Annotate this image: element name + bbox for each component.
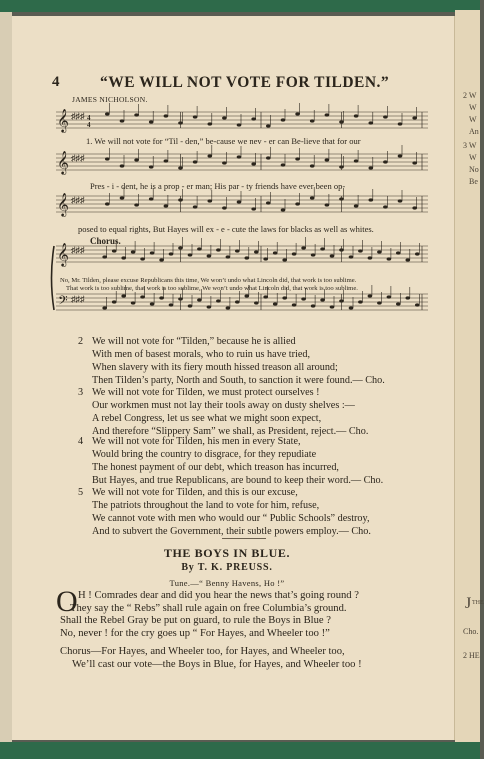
note-head xyxy=(310,164,315,167)
note-head xyxy=(412,161,417,164)
note-head xyxy=(102,306,107,309)
facing-fragment: W xyxy=(469,103,477,112)
note-head xyxy=(105,202,110,205)
svg-text:4: 4 xyxy=(87,114,91,122)
facing-fragment: THE xyxy=(472,600,484,606)
svg-text:♯♯♯: ♯♯♯ xyxy=(71,153,85,163)
note-head xyxy=(254,301,259,304)
stanza-line: We will not vote for Tilden, and this is our excuse, xyxy=(92,487,298,498)
stanza-line: A rebel Congress, let us see what we might soon expect, xyxy=(92,413,322,424)
svg-text:♯♯♯: ♯♯♯ xyxy=(71,111,85,121)
left-page-edge xyxy=(0,12,12,742)
song-title: “WE WILL NOT VOTE FOR TILDEN.” xyxy=(100,74,390,91)
lyric-line-2: Pres - i - dent, he is a prop - er man; His par - ty friends have ever been op- xyxy=(90,181,346,191)
note-head xyxy=(325,203,330,206)
note-head xyxy=(222,116,227,119)
note-head xyxy=(188,253,193,256)
verse-line: They say the “ Rebs” shall rule again on free Columbia’s ground. xyxy=(70,602,347,614)
stanza-line: We will not vote for Tilden, his men in every State, xyxy=(92,436,301,447)
staff-3 xyxy=(56,192,428,217)
lyric-line-3: posed to equal rights, But Hayes will ex - e - cute the laws for blacks as well as whites. xyxy=(78,224,374,234)
note-head xyxy=(237,123,242,126)
book-binding-bottom xyxy=(0,742,480,759)
chorus-lyric-line-1: No, Mr. Tilden, please excuse Republicans this time, We won’t undo what Lincoln did, that work is too sublime. xyxy=(60,277,357,284)
note-head xyxy=(412,206,417,209)
note-head xyxy=(292,252,297,255)
note-head xyxy=(295,202,300,205)
note-head xyxy=(193,160,198,163)
facing-page xyxy=(455,10,484,742)
note-head xyxy=(216,299,221,302)
svg-text:𝄞: 𝄞 xyxy=(57,242,69,266)
note-head xyxy=(208,122,213,125)
stanza-line: The patriots throughout the land to vote for him, refuse, xyxy=(92,500,320,511)
note-head xyxy=(150,251,155,254)
note-head xyxy=(193,205,198,208)
facing-fragment: W xyxy=(469,153,477,162)
verse-line: No, never ! for the cry goes up “ For Hayes, and Wheeler too !” xyxy=(60,627,330,639)
stanza-line: With men of basest morals, who to ruin us have tried, xyxy=(92,349,311,360)
note-head xyxy=(235,249,240,252)
note-head xyxy=(131,301,136,304)
note-head xyxy=(121,294,126,297)
note-head xyxy=(266,201,271,204)
song2-title: THE BOYS IN BLUE. xyxy=(163,546,291,560)
note-head xyxy=(281,118,286,121)
note-head xyxy=(396,251,401,254)
note-head xyxy=(415,303,420,306)
note-head xyxy=(311,304,316,307)
note-head xyxy=(369,198,374,201)
note-head xyxy=(134,113,139,116)
note-head xyxy=(266,124,271,127)
note-head xyxy=(188,304,193,307)
facing-fragment: An xyxy=(469,127,479,136)
drop-cap: O xyxy=(56,585,78,618)
facing-fragment: Be xyxy=(469,177,478,186)
song2-verse xyxy=(60,590,359,640)
stanza-number: 5 xyxy=(78,487,84,498)
svg-text:𝄞: 𝄞 xyxy=(57,108,69,132)
stanza-3 xyxy=(78,386,369,438)
note-head xyxy=(295,112,300,115)
section-divider xyxy=(222,538,266,539)
note-head xyxy=(377,301,382,304)
note-head xyxy=(149,197,154,200)
note-head xyxy=(325,113,330,116)
facing-fragment: 3 W xyxy=(463,141,477,150)
note-head xyxy=(320,298,325,301)
note-head xyxy=(383,205,388,208)
note-head xyxy=(149,165,154,168)
note-head xyxy=(387,257,392,260)
note-head xyxy=(368,256,373,259)
note-head xyxy=(149,120,154,123)
page-number: 4 xyxy=(52,74,60,90)
note-head xyxy=(398,199,403,202)
note-head xyxy=(266,156,271,159)
note-head xyxy=(273,302,278,305)
svg-text:4: 4 xyxy=(87,121,91,129)
song2-tune: Tune.—“ Benny Havens, Ho !” xyxy=(169,578,285,588)
stanza-line: We cannot vote with men who would our “ Public Schools” destroy, xyxy=(92,513,370,524)
note-head xyxy=(237,155,242,158)
note-head xyxy=(281,163,286,166)
stanza-line: And therefore “Slippery Sam” we shall, as President, reject.— Cho. xyxy=(92,426,369,437)
note-head xyxy=(383,160,388,163)
note-head xyxy=(349,255,354,258)
facing-fragment: Cho. xyxy=(463,627,479,636)
svg-text:𝄞: 𝄞 xyxy=(57,150,69,174)
note-head xyxy=(208,154,213,157)
note-head xyxy=(222,161,227,164)
stanza-line: Then Tilden’s party, North and South, to sanction it were found.— Cho. xyxy=(92,375,385,386)
note-head xyxy=(222,206,227,209)
note-head xyxy=(164,114,169,117)
note-head xyxy=(330,305,335,308)
stanza-number: 2 xyxy=(78,336,84,347)
staff-1 xyxy=(56,108,428,133)
facing-fragment: 2 HE xyxy=(463,651,480,660)
note-head xyxy=(164,159,169,162)
stanza-line: We will not vote for “Tilden,” because he is allied xyxy=(92,336,296,347)
note-head xyxy=(208,199,213,202)
note-head xyxy=(235,300,240,303)
note-head xyxy=(226,255,231,258)
note-head xyxy=(354,204,359,207)
note-head xyxy=(216,248,221,251)
note-head xyxy=(120,164,125,167)
verse-line: H ! Comrades dear and did you hear the news that’s going round ? xyxy=(78,590,359,601)
book-binding-top xyxy=(0,0,480,12)
facing-fragment: No xyxy=(469,165,479,174)
chorus-line: We’ll cast our vote—the Boys in Blue, for Hayes, and Wheeler too ! xyxy=(72,658,362,670)
stanza-line: When slavery with its fiery mouth hissed treason all around; xyxy=(92,362,338,373)
stanza-line: But Hayes, and true Republicans, are bound to keep their word.— Cho. xyxy=(92,475,384,486)
note-head xyxy=(273,251,278,254)
note-head xyxy=(292,303,297,306)
note-head xyxy=(412,116,417,119)
note-head xyxy=(134,158,139,161)
note-head xyxy=(164,204,169,207)
note-head xyxy=(112,249,117,252)
note-head xyxy=(105,157,110,160)
note-head xyxy=(320,247,325,250)
note-head xyxy=(368,294,373,297)
stanza-5 xyxy=(78,486,371,538)
svg-text:♯♯♯: ♯♯♯ xyxy=(71,294,85,304)
composer-credit: JAMES NICHOLSON. xyxy=(72,95,148,104)
note-head xyxy=(120,196,125,199)
note-head xyxy=(251,207,256,210)
note-head xyxy=(383,115,388,118)
song2-chorus xyxy=(60,646,362,671)
note-head xyxy=(245,294,250,297)
verse-line: Shall the Rebel Gray be put on guard, to rule the Boys in Blue ? xyxy=(60,615,331,626)
note-head xyxy=(301,246,306,249)
note-head xyxy=(207,305,212,308)
stanza-line: Would bring the country to disgrace, for they repudiate xyxy=(92,449,317,460)
stanza-line: We will not vote for Tilden, we must protect ourselves ! xyxy=(92,387,320,398)
note-head xyxy=(263,257,268,260)
facing-fragment: 2 W xyxy=(463,91,477,100)
note-head xyxy=(105,112,110,115)
stanza-line: The honest payment of our debt, which treason has incurred, xyxy=(92,462,339,473)
note-head xyxy=(207,254,212,257)
stanza-4 xyxy=(78,435,384,487)
note-head xyxy=(311,253,316,256)
stanza-number: 4 xyxy=(78,436,84,447)
note-head xyxy=(193,115,198,118)
svg-text:♯♯♯: ♯♯♯ xyxy=(71,195,85,205)
note-head xyxy=(254,250,259,253)
note-head xyxy=(102,255,107,258)
note-head xyxy=(377,250,382,253)
note-head xyxy=(310,119,315,122)
note-head xyxy=(140,295,145,298)
note-head xyxy=(349,306,354,309)
note-head xyxy=(387,295,392,298)
note-head xyxy=(237,200,242,203)
note-head xyxy=(396,302,401,305)
note-head xyxy=(358,249,363,252)
chorus-label: Chorus. xyxy=(90,236,121,246)
note-head xyxy=(282,296,287,299)
svg-text:♯♯♯: ♯♯♯ xyxy=(71,245,85,255)
note-head xyxy=(406,258,411,261)
note-head xyxy=(121,256,126,259)
chorus-line: Chorus—For Hayes, and Wheeler too, for Hayes, and Wheeler too, xyxy=(60,646,345,657)
note-head xyxy=(120,119,125,122)
lyric-line-1: 1. We will not vote for “Til - den,” be-cause we nev - er can Be-lieve that for our xyxy=(86,136,361,146)
note-head xyxy=(131,250,136,253)
staff-2 xyxy=(56,150,428,175)
note-head xyxy=(150,302,155,305)
note-head xyxy=(197,247,202,250)
note-head xyxy=(354,114,359,117)
note-head xyxy=(398,154,403,157)
note-head xyxy=(169,252,174,255)
facing-fragment: W xyxy=(469,115,477,124)
note-head xyxy=(295,157,300,160)
note-head xyxy=(251,117,256,120)
note-head xyxy=(159,258,164,261)
stanza-2 xyxy=(78,335,385,387)
note-head xyxy=(245,256,250,259)
note-head xyxy=(406,296,411,299)
facing-fragment: J xyxy=(465,595,472,612)
note-head xyxy=(140,257,145,260)
note-head xyxy=(325,158,330,161)
note-head xyxy=(169,303,174,306)
note-head xyxy=(398,122,403,125)
note-head xyxy=(369,166,374,169)
note-head xyxy=(112,300,117,303)
note-head xyxy=(301,297,306,300)
note-head xyxy=(415,252,420,255)
note-head xyxy=(369,121,374,124)
stanza-number: 3 xyxy=(78,387,84,398)
note-head xyxy=(134,203,139,206)
svg-text:𝄢: 𝄢 xyxy=(58,293,68,311)
note-head xyxy=(281,208,286,211)
note-head xyxy=(263,295,268,298)
note-head xyxy=(197,298,202,301)
note-head xyxy=(226,306,231,309)
svg-text:𝄞: 𝄞 xyxy=(57,192,69,216)
note-head xyxy=(251,162,256,165)
chorus-lyric-line-2: That work is too sublime, that work is too sublime, We won’t undo what Lincoln did, that work is too sublime. xyxy=(66,285,358,292)
note-head xyxy=(282,258,287,261)
stanza-line: Our workmen must not lay their tools away on dusty shelves :— xyxy=(92,400,355,411)
stanza-line: And to subvert the Government, their subtle powers employ.— Cho. xyxy=(92,526,371,537)
chorus-staff-bass xyxy=(56,293,428,311)
note-head xyxy=(310,196,315,199)
song2-byline: By T. K. PREUSS. xyxy=(181,562,273,573)
note-head xyxy=(358,300,363,303)
note-head xyxy=(330,254,335,257)
note-head xyxy=(159,296,164,299)
note-head xyxy=(354,159,359,162)
